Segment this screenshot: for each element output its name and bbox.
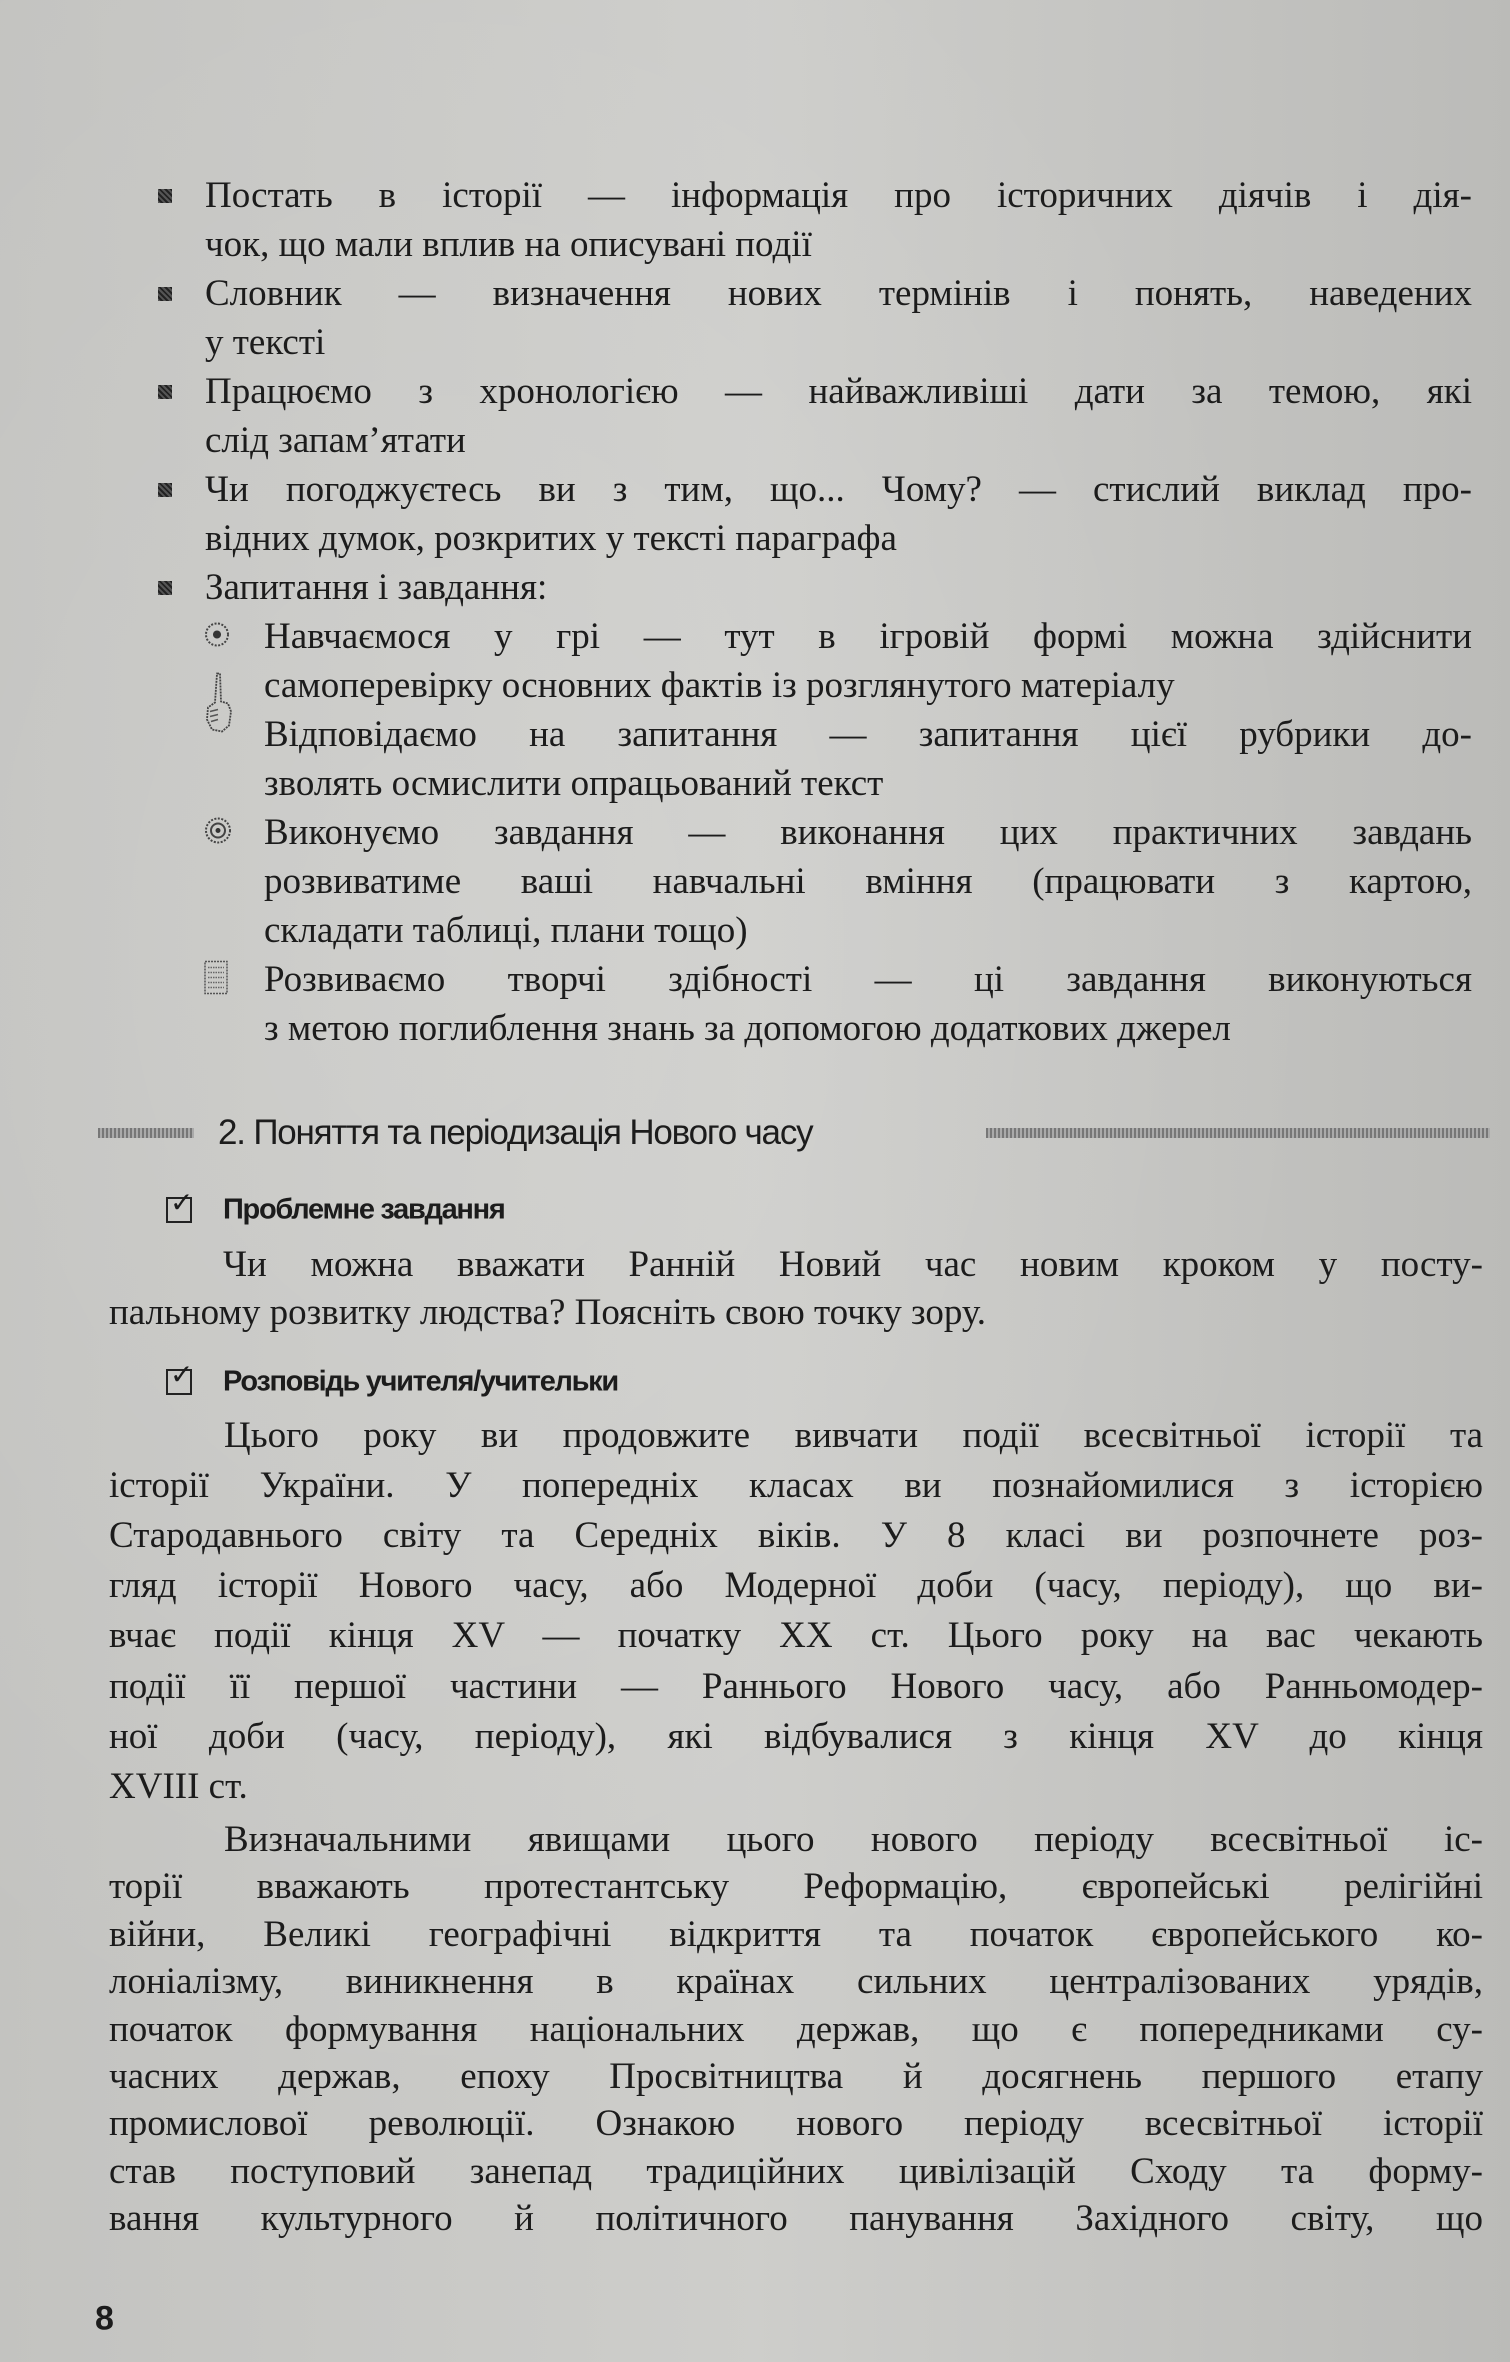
text-line: Визначальними явищами цього нового періоду всесвітньої іс- bbox=[224, 1819, 1483, 1860]
teacher-heading: Розповідь учителя/учительки bbox=[223, 1365, 618, 1398]
pointing-hand-icon bbox=[204, 672, 234, 739]
text-line: ної доби (часу, періоду), які відбувалися з кінця XV до кінця bbox=[109, 1715, 1483, 1757]
text-line: XVIII ст. bbox=[109, 1765, 248, 1807]
text-line: початок формування національних держав, що є попередниками су- bbox=[109, 2008, 1483, 2050]
text-line: чок, що мали вплив на описувані події bbox=[205, 224, 812, 265]
text-line: відних думок, розкритих у тексті параграфа bbox=[205, 518, 897, 559]
square-bullet-icon bbox=[158, 483, 172, 497]
square-bullet-icon bbox=[158, 287, 172, 301]
problem-heading: Проблемне завдання bbox=[223, 1193, 505, 1226]
square-bullet-icon bbox=[158, 385, 172, 399]
text-line: часних держав, епоху Просвітництва й досягнень першого етапу bbox=[109, 2056, 1483, 2097]
text-line: самоперевірку основних фактів із розглянутого матеріалу bbox=[264, 665, 1175, 706]
checkbox-icon: ✓ bbox=[166, 1197, 192, 1223]
text-line: Навчаємося у грі — тут в ігровій формі можна здійснити bbox=[264, 616, 1472, 657]
text-line: Відповідаємо на запитання — запитання цієї рубрики до- bbox=[264, 714, 1472, 755]
checkbox-icon: ✓ bbox=[166, 1369, 192, 1395]
text-line: з метою поглиблення знань за допомогою додаткових джерел bbox=[264, 1008, 1231, 1049]
text-line: гляд історії Нового часу, або Модерної доби (часу, періоду), що ви- bbox=[109, 1565, 1483, 1607]
text-line: пальному розвитку людства? Поясніть свою точку зору. bbox=[109, 1292, 986, 1333]
section-divider-left bbox=[98, 1128, 194, 1138]
page-number: 8 bbox=[95, 2299, 114, 2338]
text-line: Запитання і завдання: bbox=[205, 567, 548, 608]
text-line: війни, Великі географічні відкриття та початок європейського ко- bbox=[109, 1913, 1483, 1955]
text-line: події її першої частини — Раннього Нового часу, або Ранньомодер- bbox=[109, 1665, 1483, 1707]
text-line: Виконуємо завдання — виконання цих практичних завдань bbox=[264, 812, 1472, 853]
text-line: слід запам’ятати bbox=[205, 420, 466, 461]
section-title: 2. Поняття та періодизація Нового часу bbox=[218, 1113, 813, 1152]
text-line: Розвиваємо творчі здібності — ці завдання виконуються bbox=[264, 959, 1472, 1000]
text-line: історії України. У попередніх класах ви познайомилися з історією bbox=[109, 1465, 1483, 1507]
document-grid-icon bbox=[204, 961, 228, 1000]
text-line: промислової революції. Ознакою нового періоду всесвітньої історії bbox=[109, 2103, 1483, 2145]
text-line: Постать в історії — інформація про історичних діячів і дія- bbox=[205, 175, 1472, 216]
text-line: Стародавнього світу та Середніх віків. У 8 класі ви розпочнете роз- bbox=[109, 1515, 1483, 1557]
section-divider-right bbox=[986, 1128, 1490, 1138]
text-line: Словник — визначення нових термінів і понять, наведених bbox=[205, 273, 1472, 314]
square-bullet-icon bbox=[158, 189, 172, 203]
text-line: Працюємо з хронологією — найважливіші дати за темою, які bbox=[205, 371, 1472, 412]
square-bullet-icon bbox=[158, 581, 172, 595]
text-line: Чи погоджуєтесь ви з тим, що... Чому? — стислий виклад про- bbox=[205, 469, 1472, 510]
text-line: торії вважають протестантську Реформацію, європейські релігійні bbox=[109, 1866, 1483, 1908]
text-line: став поступовий занепад традиційних цивілізацій Сходу та форму- bbox=[109, 2150, 1483, 2192]
text-line: зволять осмислити опрацьований текст bbox=[264, 763, 884, 804]
double-target-icon bbox=[204, 817, 232, 850]
text-line: Цього року ви продовжите вивчати події всесвітньої історії та bbox=[224, 1415, 1483, 1456]
text-line: розвиватиме ваші навчальні вміння (працювати з картою, bbox=[264, 861, 1472, 902]
text-line: лоніалізму, виникнення в країнах сильних централізованих урядів, bbox=[109, 1961, 1483, 2003]
text-line: складати таблиці, плани тощо) bbox=[264, 910, 748, 951]
text-line: у тексті bbox=[205, 322, 326, 363]
target-icon bbox=[204, 622, 230, 653]
text-line: вчає події кінця XV — початку XX ст. Цього року на вас чекають bbox=[109, 1615, 1483, 1657]
text-line: вання культурного й політичного панування Західного світу, що bbox=[109, 2198, 1483, 2240]
text-line: Чи можна вважати Ранній Новий час новим кроком у посту- bbox=[223, 1244, 1483, 1285]
